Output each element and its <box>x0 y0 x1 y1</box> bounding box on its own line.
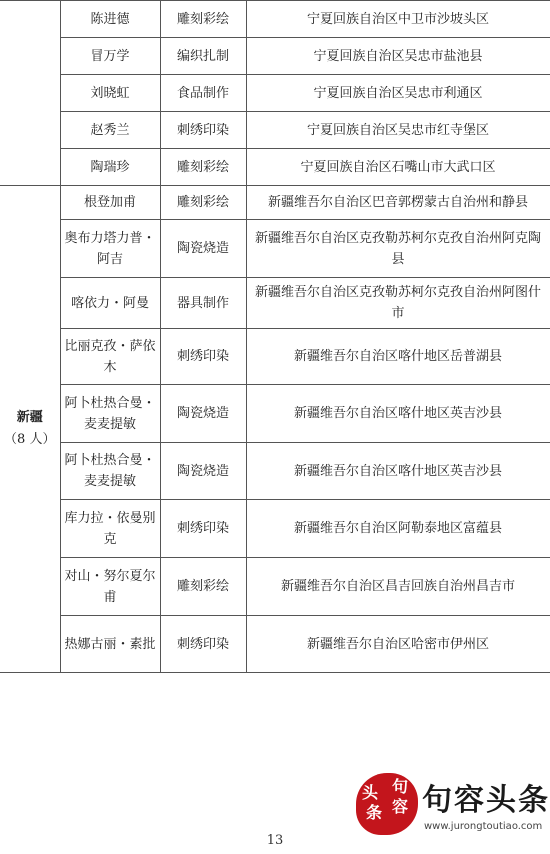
area-cell: 新疆维吾尔自治区克孜勒苏柯尔克孜自治州阿图什市 <box>246 278 550 329</box>
seal-char: 容 <box>392 797 409 816</box>
category-cell: 食品制作 <box>160 75 246 112</box>
table-row <box>0 220 550 278</box>
region-count: （8 人） <box>4 432 56 447</box>
table-row <box>0 616 550 673</box>
table-row <box>0 500 550 558</box>
table-row <box>0 558 550 616</box>
name-cell: 陈进德 <box>60 1 160 38</box>
table-row <box>0 149 550 186</box>
category-cell: 陶瓷烧造 <box>160 385 246 443</box>
area-cell: 新疆维吾尔自治区喀什地区英吉沙县 <box>246 443 550 500</box>
area-cell: 新疆维吾尔自治区昌吉回族自治州昌吉市 <box>246 558 550 616</box>
area-cell: 宁夏回族自治区中卫市沙坡头区 <box>246 1 550 38</box>
page-number: 13 <box>266 833 284 848</box>
name-cell: 对山・努尔夏尔甫 <box>60 558 160 616</box>
area-cell: 宁夏回族自治区石嘴山市大武口区 <box>246 149 550 186</box>
watermark-title: 句容头条 <box>422 783 550 818</box>
name-cell: 阿卜杜热合曼・麦麦提敏 <box>60 385 160 443</box>
name-cell: 冒万学 <box>60 38 160 75</box>
name-cell: 刘晓虹 <box>60 75 160 112</box>
category-cell: 刺绣印染 <box>160 112 246 149</box>
table-row <box>0 278 550 329</box>
area-cell: 宁夏回族自治区吴忠市盐池县 <box>246 38 550 75</box>
region-name: 新疆 <box>16 410 43 425</box>
table-row <box>0 186 550 220</box>
area-cell: 新疆维吾尔自治区克孜勒苏柯尔克孜自治州阿克陶县 <box>246 220 550 278</box>
area-cell: 宁夏回族自治区吴忠市利通区 <box>246 75 550 112</box>
table-row <box>0 112 550 149</box>
area-cell: 新疆维吾尔自治区阿勒泰地区富蕴县 <box>246 500 550 558</box>
table-row <box>0 329 550 385</box>
area-cell: 新疆维吾尔自治区喀什地区岳普湖县 <box>246 329 550 385</box>
watermark-seal <box>356 773 418 835</box>
area-cell: 宁夏回族自治区吴忠市红寺堡区 <box>246 112 550 149</box>
name-cell: 赵秀兰 <box>60 112 160 149</box>
category-cell: 雕刻彩绘 <box>160 149 246 186</box>
area-cell: 新疆维吾尔自治区巴音郭楞蒙古自治州和静县 <box>246 186 550 220</box>
name-cell: 根登加甫 <box>60 186 160 220</box>
area-cell: 新疆维吾尔自治区喀什地区英吉沙县 <box>246 385 550 443</box>
category-cell: 雕刻彩绘 <box>160 186 246 220</box>
watermark-logo <box>356 773 550 839</box>
seal-char: 头 <box>362 783 379 802</box>
table-row <box>0 1 550 38</box>
table-row <box>0 75 550 112</box>
category-cell: 陶瓷烧造 <box>160 443 246 500</box>
category-cell: 编织扎制 <box>160 38 246 75</box>
category-cell: 雕刻彩绘 <box>160 558 246 616</box>
category-cell: 陶瓷烧造 <box>160 220 246 278</box>
name-cell: 喀依力・阿曼 <box>60 278 160 329</box>
name-cell: 比丽克孜・萨依木 <box>60 329 160 385</box>
name-cell: 奥布力塔力普・阿吉 <box>60 220 160 278</box>
table-row <box>0 38 550 75</box>
category-cell: 刺绣印染 <box>160 329 246 385</box>
name-cell: 热娜古丽・素批 <box>60 616 160 673</box>
watermark-url: www.jurongtoutiao.com <box>424 821 543 832</box>
seal-char: 句 <box>392 777 409 796</box>
name-cell: 库力拉・依曼别克 <box>60 500 160 558</box>
category-cell: 刺绣印染 <box>160 500 246 558</box>
region-cell-empty <box>0 1 60 186</box>
table-row <box>0 443 550 500</box>
region-cell <box>0 186 60 673</box>
category-cell: 雕刻彩绘 <box>160 1 246 38</box>
seal-char: 条 <box>366 803 383 822</box>
name-cell: 阿卜杜热合曼・麦麦提敏 <box>60 443 160 500</box>
roster-body <box>0 1 550 673</box>
area-cell: 新疆维吾尔自治区哈密市伊州区 <box>246 616 550 673</box>
name-cell: 陶瑞珍 <box>60 149 160 186</box>
table-row <box>0 385 550 443</box>
category-cell: 刺绣印染 <box>160 616 246 673</box>
category-cell: 器具制作 <box>160 278 246 329</box>
